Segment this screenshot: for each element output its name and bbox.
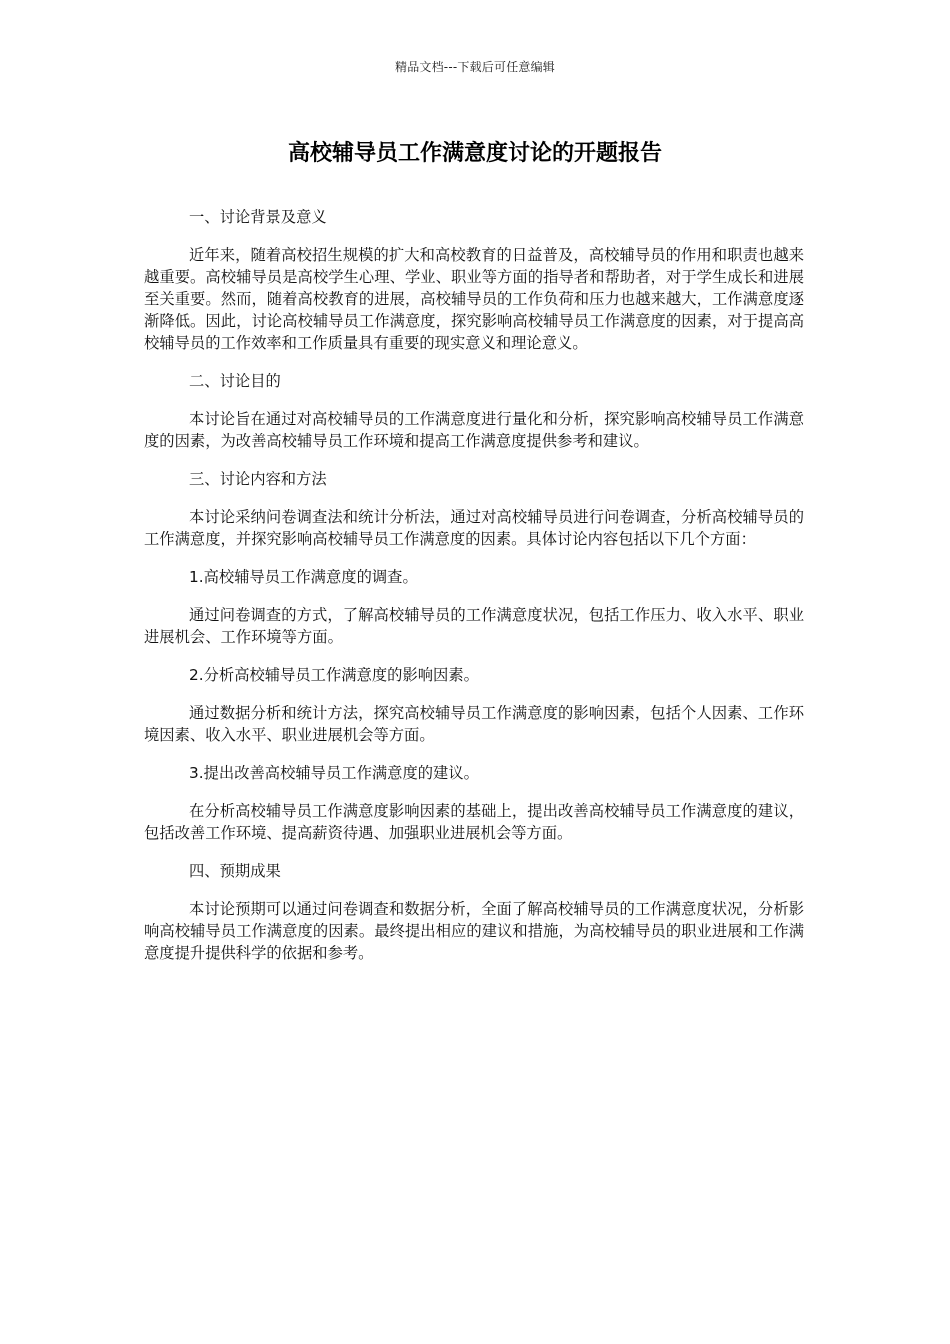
paragraph-background: 近年来，随着高校招生规模的扩大和高校教育的日益普及，高校辅导员的作用和职责也越来越重要。高校辅导员是高校学生心理、学业、职业等方面的指导者和帮助者，对于学生成长和进展至关重要。然而，随着高校教育的进展，高校辅导员的工作负荷和压力也越来越大，工作满意度逐渐降低。因此，讨论高校辅导员工作满意度，探究影响高校辅导员工作满意度的因素，对于提高高校辅导员的工作效率和工作质量具有重要的现实意义和理论意义。 xyxy=(144,246,804,352)
section-heading-purpose: 二、讨论目的 xyxy=(189,372,281,390)
subheading-item-1: 1.高校辅导员工作满意度的调查。 xyxy=(189,568,418,586)
subheading-item-3: 3.提出改善高校辅导员工作满意度的建议。 xyxy=(189,764,479,782)
subheading-item-2: 2.分析高校辅导员工作满意度的影响因素。 xyxy=(189,666,479,684)
paragraph-item-2: 通过数据分析和统计方法，探究高校辅导员工作满意度的影响因素，包括个人因素、工作环境因素、收入水平、职业进展机会等方面。 xyxy=(144,704,804,744)
paragraph-content-methods: 本讨论采纳问卷调查法和统计分析法，通过对高校辅导员进行问卷调查，分析高校辅导员的工作满意度，并探究影响高校辅导员工作满意度的因素。具体讨论内容包括以下几个方面： xyxy=(144,508,804,548)
paragraph-expected-results: 本讨论预期可以通过问卷调查和数据分析，全面了解高校辅导员的工作满意度状况，分析影响高校辅导员工作满意度的因素。最终提出相应的建议和措施，为高校辅导员的职业进展和工作满意度提升提供科学的依据和参考。 xyxy=(144,900,804,962)
section-heading-background: 一、讨论背景及意义 xyxy=(189,208,327,226)
section-heading-content-methods: 三、讨论内容和方法 xyxy=(189,470,327,488)
document-title: 高校辅导员工作满意度讨论的开题报告 xyxy=(287,141,662,166)
page-header: 精品文档---下载后可任意编辑 xyxy=(395,60,555,74)
section-heading-expected-results: 四、预期成果 xyxy=(189,862,281,880)
paragraph-item-3: 在分析高校辅导员工作满意度影响因素的基础上，提出改善高校辅导员工作满意度的建议，包括改善工作环境、提高薪资待遇、加强职业进展机会等方面。 xyxy=(144,802,804,842)
paragraph-item-1: 通过问卷调查的方式，了解高校辅导员的工作满意度状况，包括工作压力、收入水平、职业进展机会、工作环境等方面。 xyxy=(144,606,804,646)
paragraph-purpose: 本讨论旨在通过对高校辅导员的工作满意度进行量化和分析，探究影响高校辅导员工作满意度的因素，为改善高校辅导员工作环境和提高工作满意度提供参考和建议。 xyxy=(144,410,804,450)
document-body xyxy=(144,206,804,980)
